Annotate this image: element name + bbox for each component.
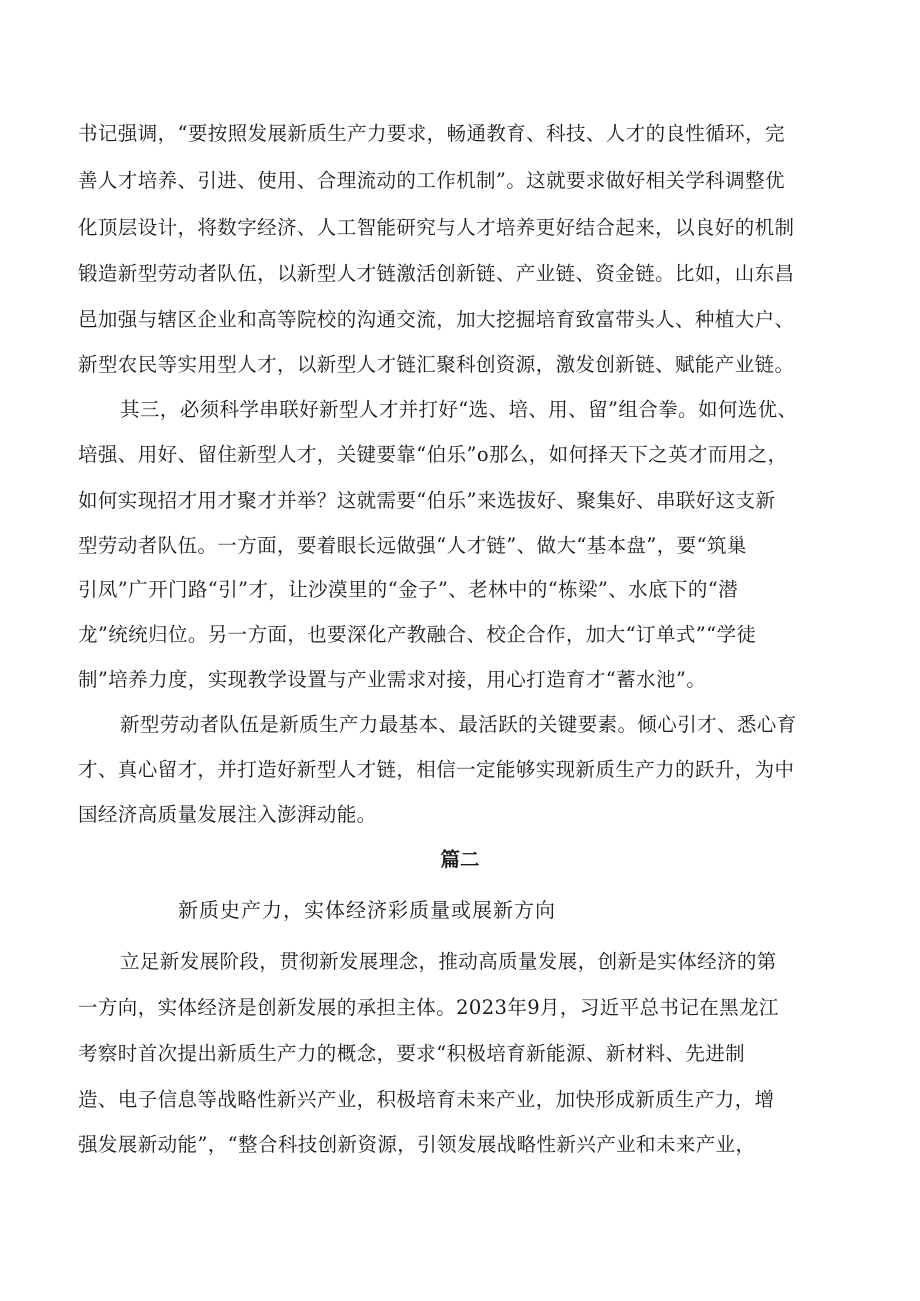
- article-subtitle: 新质史产力，实体经济彩质量或展新方向: [178, 898, 556, 922]
- text-line: 考察时首次提出新质生产力的概念，要求“积极培育新能源、新材料、先进制: [78, 1042, 746, 1065]
- text-line: 龙”统统归位。另一方面，也要深化产教融合、校企合作，加大“订单式”“学徒: [78, 623, 757, 646]
- text-line: 型劳动者队伍。一方面，要着眼长远做强“人才链”、做大“基本盘”，要“筑巢: [78, 534, 747, 557]
- text-line: 制”培养力度，实现教学设置与产业需求对接，用心打造育才“蓄水池”。: [78, 668, 707, 691]
- text-line: 邑加强与辖区企业和高等院校的沟通交流，加大挖掘培育致富带头人、种植大户、: [78, 308, 795, 331]
- text-line: 引凤”广开门路“引”才，让沙漠里的“金子”、老林中的“栋梁”、水底下的“潜: [78, 578, 739, 601]
- text-line: 其三，必须科学串联好新型人才并打好“选、培、用、留”组合拳。如何选优、: [120, 398, 798, 421]
- text-line: 造、电子信息等战略性新兴产业，积极培育未来产业，加快形成新质生产力，增: [78, 1088, 775, 1111]
- text-line: 善人才培养、引进、使用、合理流动的工作机制”。这就要求做好相关学科调整优: [78, 169, 785, 192]
- text-line: 强发展新动能”，“整合科技创新资源，引领发展战略性新兴产业和未来产业，: [78, 1133, 756, 1156]
- text-line: 才、真心留才，并打造好新型人才链，相信一定能够实现新质生产力的跃升，为中: [78, 758, 795, 781]
- text-line: 新型劳动者队伍是新质生产力最基本、最活跃的关键要素。倾心引才、悉心育: [120, 713, 797, 736]
- text-line: 一方向，实体经济是创新发展的承担主体。2023年9月，习近平总书记在黑龙江: [78, 996, 779, 1019]
- text-line: 锻造新型劳动者队伍，以新型人才链激活创新链、产业链、资金链。比如，山东昌: [78, 262, 795, 285]
- text-line: 国经济高质量发展注入澎湃动能。: [78, 803, 377, 826]
- text-line: 立足新发展阶段，贯彻新发展理念，推动高质量发展，创新是实体经济的第: [120, 950, 777, 973]
- text-line: 新型农民等实用型人才，以新型人才链汇聚科创资源，激发创新链、赋能产业链。: [78, 353, 795, 376]
- text-line: 书记强调，“要按照发展新质生产力要求，畅通教育、科技、人才的良性循环，完: [78, 122, 785, 145]
- text-line: 化顶层设计，将数字经济、人工智能研究与人才培养更好结合起来，以良好的机制: [78, 216, 795, 239]
- text-line: 培强、用好、留住新型人才，关键要靠“伯乐”o那么，如何择天下之英才而用之，: [78, 443, 788, 466]
- section-heading: 篇二: [440, 848, 480, 871]
- text-line: 如何实现招才用才聚才并举？这就需要“伯乐”来选拔好、聚集好、串联好这支新: [78, 489, 776, 512]
